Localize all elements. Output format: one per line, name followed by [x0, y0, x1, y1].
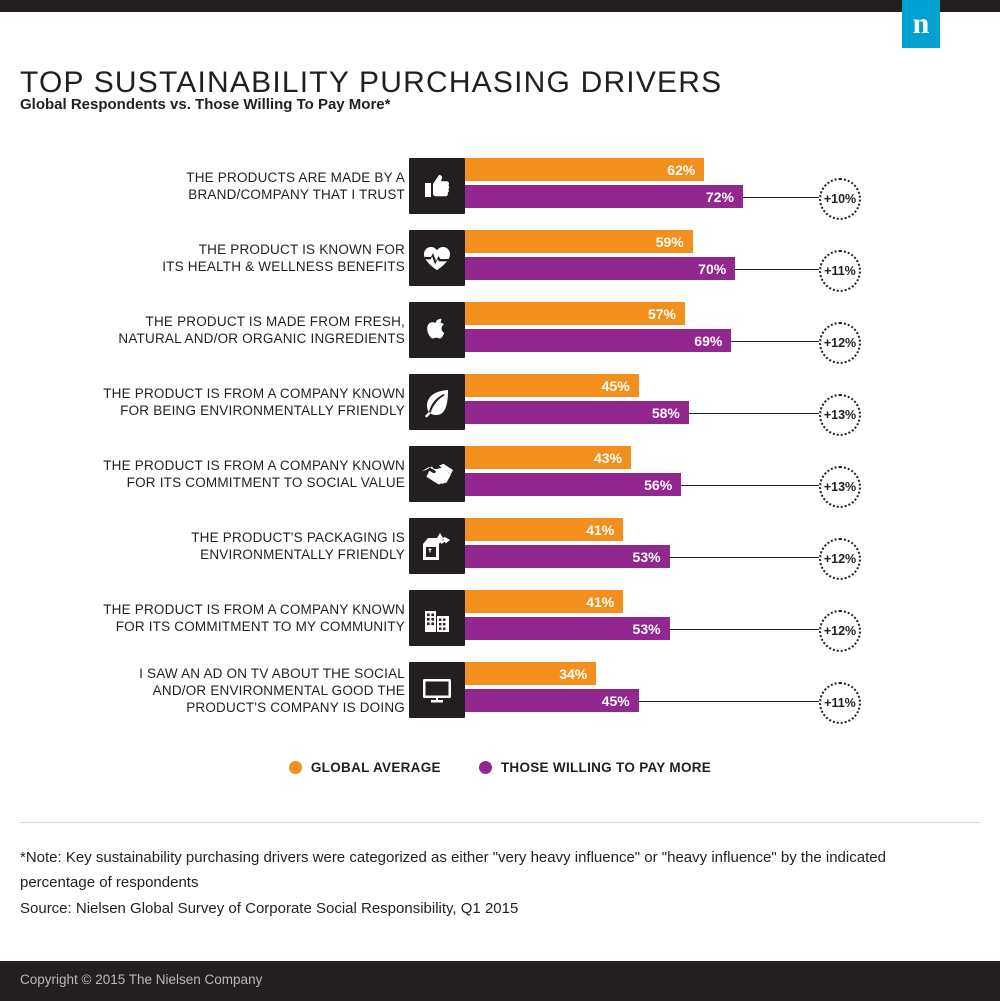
- bar-value-willing: 45%: [601, 692, 630, 709]
- row-label-line: FOR BEING ENVIRONMENTALLY FRIENDLY: [120, 403, 405, 418]
- difference-badge: +11%: [819, 682, 861, 724]
- bar-global-average: [465, 446, 631, 469]
- top-bar: [0, 0, 1000, 12]
- bar-global-average: [465, 158, 704, 181]
- row-label-line: NATURAL AND/OR ORGANIC INGREDIENTS: [118, 331, 405, 346]
- bar-chart: [0, 150, 1000, 770]
- bar-value-global: 43%: [593, 449, 622, 466]
- bar-value-global: 45%: [601, 377, 630, 394]
- row-label-line: BRAND/COMPANY THAT I TRUST: [188, 187, 405, 202]
- difference-badge: +12%: [819, 538, 861, 580]
- row-label-line: THE PRODUCT'S PACKAGING IS: [191, 530, 405, 545]
- bar-value-global: 34%: [559, 665, 588, 682]
- row-label: [20, 366, 405, 438]
- apple-icon: [409, 302, 465, 358]
- difference-badge: +11%: [819, 250, 861, 292]
- leaf-icon: [409, 374, 465, 430]
- footer-bar: [0, 961, 1000, 1001]
- leader-line: [731, 341, 819, 342]
- bar-value-willing: 70%: [698, 260, 727, 277]
- bar-willing-to-pay-more: [465, 329, 731, 352]
- bar-value-global: 41%: [586, 593, 615, 610]
- row-label: [20, 582, 405, 654]
- bar-value-global: 59%: [655, 233, 684, 250]
- bar-value-global: 41%: [586, 521, 615, 538]
- difference-badge: +13%: [819, 466, 861, 508]
- leader-line: [670, 557, 819, 558]
- chart-row: [0, 654, 1000, 726]
- bar-value-willing: 53%: [632, 620, 661, 637]
- leader-line: [689, 413, 819, 414]
- handshake-icon: [409, 446, 465, 502]
- row-label-line: THE PRODUCT IS FROM A COMPANY KNOWN: [103, 602, 405, 617]
- bar-willing-to-pay-more: [465, 545, 670, 568]
- row-label-line: ENVIRONMENTALLY FRIENDLY: [200, 547, 405, 562]
- legend-swatch-global: [289, 761, 302, 774]
- bar-global-average: [465, 590, 623, 613]
- legend-item: [289, 760, 441, 775]
- row-label-line: ITS HEALTH & WELLNESS BENEFITS: [162, 259, 405, 274]
- chart-row: [0, 510, 1000, 582]
- bar-willing-to-pay-more: [465, 617, 670, 640]
- row-label-line: FOR ITS COMMITMENT TO MY COMMUNITY: [115, 619, 405, 634]
- row-label: [20, 222, 405, 294]
- row-label-line: THE PRODUCT IS FROM A COMPANY KNOWN: [103, 386, 405, 401]
- heart-pulse-icon: [409, 230, 465, 286]
- difference-badge: +10%: [819, 178, 861, 220]
- bar-global-average: [465, 302, 685, 325]
- leader-line: [735, 269, 819, 270]
- bar-value-willing: 58%: [651, 404, 680, 421]
- row-label-line: THE PRODUCT IS KNOWN FOR: [198, 242, 405, 257]
- row-label: [20, 510, 405, 582]
- row-label: [20, 654, 405, 726]
- chart-legend: [0, 760, 1000, 775]
- legend-swatch-willing: [479, 761, 492, 774]
- copyright-text: Copyright © 2015 The Nielsen Company: [20, 972, 263, 987]
- row-label-line: AND/OR ENVIRONMENTAL GOOD THE: [152, 682, 405, 698]
- bar-global-average: [465, 230, 693, 253]
- bar-global-average: [465, 374, 639, 397]
- footnote: *Note: Key sustainability purchasing drivers were categorized as either "very heavy influence" or "heavy influence" by the indicated percentage of respondents: [20, 849, 886, 891]
- nielsen-logo: [902, 0, 940, 48]
- row-label-line: FOR ITS COMMITMENT TO SOCIAL VALUE: [126, 475, 405, 490]
- row-label-line: THE PRODUCTS ARE MADE BY A: [186, 170, 405, 185]
- leader-line: [639, 701, 819, 702]
- row-label-line: PRODUCT'S COMPANY IS DOING: [186, 699, 405, 715]
- bar-value-willing: 72%: [705, 188, 734, 205]
- chart-row: [0, 222, 1000, 294]
- legend-label-willing: THOSE WILLING TO PAY MORE: [500, 760, 712, 775]
- bar-value-willing: 53%: [632, 548, 661, 565]
- row-label: [20, 294, 405, 366]
- bar-value-global: 62%: [667, 161, 696, 178]
- leader-line: [743, 197, 819, 198]
- bar-value-global: 57%: [647, 305, 677, 322]
- divider: [20, 822, 980, 823]
- bar-value-willing: 56%: [644, 476, 673, 493]
- leader-line: [670, 629, 819, 630]
- page-title: TOP SUSTAINABILITY PURCHASING DRIVERS: [20, 66, 723, 100]
- row-label: [20, 150, 405, 222]
- bar-willing-to-pay-more: [465, 401, 689, 424]
- page-subtitle: Global Respondents vs. Those Willing To Pay More*: [20, 96, 391, 113]
- bar-willing-to-pay-more: [465, 257, 735, 280]
- row-label-line: THE PRODUCT IS MADE FROM FRESH,: [145, 314, 405, 329]
- row-label-line: I SAW AN AD ON TV ABOUT THE SOCIAL: [139, 665, 405, 681]
- bar-global-average: [465, 518, 623, 541]
- legend-label-global: GLOBAL AVERAGE: [310, 760, 441, 775]
- bar-willing-to-pay-more: [465, 689, 639, 712]
- difference-badge: +13%: [819, 394, 861, 436]
- chart-row: [0, 294, 1000, 366]
- buildings-icon: [409, 590, 465, 646]
- bar-global-average: [465, 662, 596, 685]
- bar-willing-to-pay-more: [465, 185, 743, 208]
- chart-row: [0, 438, 1000, 510]
- recycling-box-icon: [409, 518, 465, 574]
- bar-willing-to-pay-more: [465, 473, 681, 496]
- difference-badge: +12%: [819, 610, 861, 652]
- bar-value-willing: 69%: [694, 332, 723, 349]
- chart-row: [0, 366, 1000, 438]
- television-icon: [409, 662, 465, 718]
- thumbs-up-icon: [409, 158, 465, 214]
- row-label: [20, 438, 405, 510]
- legend-item: [479, 760, 711, 775]
- difference-badge: +12%: [819, 322, 861, 364]
- leader-line: [681, 485, 819, 486]
- logo-letter: n: [912, 7, 930, 40]
- row-label-line: THE PRODUCT IS FROM A COMPANY KNOWN: [103, 458, 405, 473]
- source-line: Source: Nielsen Global Survey of Corporate Social Responsibility, Q1 2015: [20, 900, 519, 917]
- chart-row: [0, 582, 1000, 654]
- chart-row: [0, 150, 1000, 222]
